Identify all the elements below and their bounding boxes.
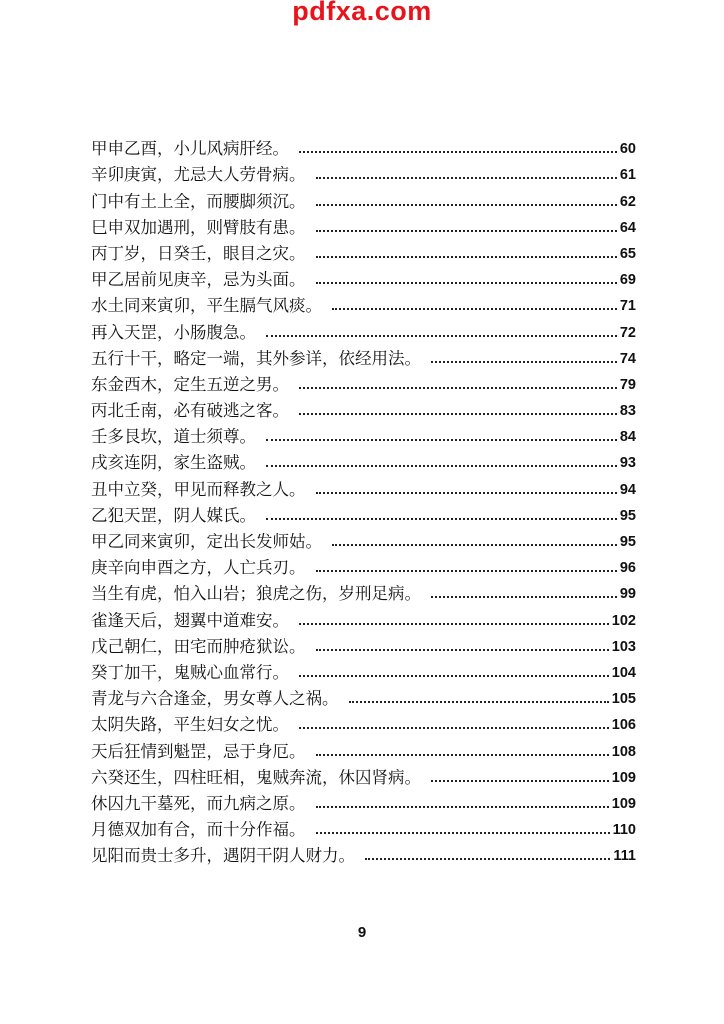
toc-entry-page: 103 [611, 638, 636, 655]
toc-dot-leader [299, 675, 609, 677]
toc-dot-leader [316, 570, 617, 572]
toc-entry[interactable] [91, 631, 636, 657]
toc-entry-page: 93 [619, 455, 636, 472]
toc-entry-page: 65 [619, 245, 636, 262]
toc-entry-title: 雀逢天后，翅翼中道难安。 [91, 610, 289, 630]
toc-entry-page: 109 [611, 769, 636, 786]
toc-entry-title: 甲乙同来寅卯，定出长发师姑。 [91, 532, 322, 551]
toc-entry[interactable] [91, 578, 636, 604]
toc-entry-page: 74 [619, 350, 636, 367]
toc-entry[interactable] [91, 316, 636, 342]
toc-entry-title: 辛卯庚寅，尤忌大人劳骨病。 [91, 165, 306, 185]
toc-entry-title: 再入天罡，小肠腹急。 [91, 322, 256, 342]
toc-entry[interactable] [91, 369, 636, 395]
toc-entry-page: 64 [619, 219, 636, 236]
toc-entry-page: 99 [619, 586, 636, 603]
toc-entry[interactable] [91, 709, 636, 735]
toc-entry-page: 110 [612, 822, 636, 839]
toc-dot-leader [266, 335, 617, 337]
toc-entry-title: 甲申乙酉，小儿风病肝经。 [91, 139, 289, 159]
toc-entry-page: 95 [619, 507, 636, 524]
toc-entry-title: 六癸还生，四柱旺相，鬼贼奔流，休囚肾病。 [91, 767, 421, 787]
toc-dot-leader [316, 806, 609, 808]
toc-dot-leader [266, 465, 617, 467]
toc-entry[interactable] [91, 185, 636, 211]
toc-dot-leader [316, 204, 617, 206]
toc-dot-leader [266, 439, 617, 441]
toc-entry[interactable] [91, 814, 636, 840]
toc-entry-page: 62 [619, 193, 636, 210]
toc-entry-page: 61 [619, 167, 636, 184]
toc-entry-title: 月德双加有合，而十分作福。 [91, 820, 306, 840]
toc-entry-page: 109 [611, 795, 636, 812]
toc-entry-page: 83 [619, 403, 636, 420]
toc-entry-title: 青龙与六合逢金，男女尊人之祸。 [91, 689, 339, 709]
toc-entry-page: 102 [611, 612, 636, 629]
toc-dot-leader [299, 151, 617, 153]
toc-entry-page: 79 [619, 376, 636, 393]
toc-entry-title: 癸丁加干，鬼贼心血常行。 [91, 662, 289, 682]
toc-dot-leader [431, 780, 609, 782]
toc-entry-page: 69 [619, 272, 636, 289]
toc-dot-leader [299, 727, 609, 729]
toc-entry-page: 106 [611, 717, 636, 734]
toc-entry[interactable] [91, 657, 636, 683]
toc-entry[interactable] [91, 500, 636, 526]
toc-dot-leader [365, 858, 610, 860]
toc-entry-page: 71 [619, 298, 636, 315]
toc-entry[interactable] [91, 264, 636, 290]
toc-entry-title: 庚辛向申酉之方，人亡兵刃。 [91, 558, 306, 578]
table-of-contents [91, 133, 636, 866]
toc-entry[interactable] [91, 290, 636, 316]
toc-entry[interactable] [91, 788, 636, 814]
toc-dot-leader [349, 701, 609, 703]
toc-entry[interactable] [91, 604, 636, 630]
toc-entry[interactable] [91, 212, 636, 238]
toc-entry-title: 丑中立癸，甲见而释教之人。 [91, 479, 306, 499]
toc-entry[interactable] [91, 762, 636, 788]
toc-entry[interactable] [91, 447, 636, 473]
toc-entry[interactable] [91, 840, 636, 866]
toc-entry-title: 巳申双加遇刑，则臂肢有患。 [91, 217, 306, 237]
toc-entry-page: 108 [611, 743, 636, 760]
toc-entry[interactable] [91, 526, 636, 552]
toc-entry-page: 94 [619, 481, 636, 498]
toc-entry[interactable] [91, 159, 636, 185]
toc-entry-page: 72 [619, 324, 636, 341]
toc-entry-title: 丙北壬南，必有破逃之客。 [91, 401, 289, 421]
toc-dot-leader [316, 754, 609, 756]
toc-dot-leader [316, 230, 617, 232]
toc-entry-page: 60 [619, 141, 636, 158]
toc-entry[interactable] [91, 552, 636, 578]
toc-dot-leader [299, 387, 617, 389]
toc-entry[interactable] [91, 238, 636, 264]
toc-entry-title: 水土同来寅卯，平生膈气风痰。 [91, 296, 322, 316]
toc-entry-title: 戊己朝仁，田宅而肿疮狱讼。 [91, 636, 306, 656]
toc-dot-leader [316, 177, 617, 179]
toc-entry[interactable] [91, 735, 636, 761]
toc-entry-page: 95 [619, 534, 636, 550]
toc-dot-leader [299, 623, 609, 625]
toc-dot-leader [431, 596, 617, 598]
toc-entry-title: 壬多艮坎，道士须尊。 [91, 427, 256, 447]
toc-dot-leader [431, 361, 617, 363]
toc-entry-page: 96 [619, 560, 636, 577]
toc-entry-page: 104 [611, 664, 636, 681]
toc-entry-title: 见阳而贵士多升，遇阴干阴人财力。 [91, 846, 355, 866]
toc-entry-title: 五行十干，略定一端，其外参详，依经用法。 [91, 348, 421, 368]
page-number: 9 [357, 924, 367, 941]
toc-entry[interactable] [91, 473, 636, 499]
toc-entry[interactable] [91, 683, 636, 709]
toc-entry-title: 东金西木，定生五逆之男。 [91, 374, 289, 394]
toc-entry[interactable] [91, 133, 636, 159]
toc-dot-leader [266, 518, 617, 520]
toc-entry-title: 太阴失路，平生妇女之忧。 [91, 715, 289, 735]
toc-entry-title: 休囚九干墓死，而九病之原。 [91, 793, 306, 813]
toc-entry-title: 天后狂情到魁罡，忌于身厄。 [91, 741, 306, 761]
toc-entry-page: 111 [613, 848, 636, 865]
toc-entry-page: 84 [619, 429, 636, 446]
toc-dot-leader [316, 832, 610, 834]
toc-entry-title: 门中有土上全，而腰脚须沉。 [91, 191, 306, 211]
toc-dot-leader [316, 282, 617, 284]
watermark-logo: pdfxa.com [292, 0, 432, 26]
toc-entry-title: 戌亥连阴，家生盗贼。 [91, 453, 256, 473]
toc-entry-page: 105 [611, 691, 636, 708]
toc-dot-leader [332, 544, 617, 546]
toc-entry-title: 丙丁岁，日癸壬，眼目之灾。 [91, 243, 306, 263]
toc-entry-title: 甲乙居前见庚辛，忌为头面。 [91, 270, 306, 290]
toc-entry[interactable] [91, 343, 636, 369]
toc-dot-leader [316, 649, 609, 651]
toc-entry-title: 乙犯天罡，阴人媒氏。 [91, 505, 256, 525]
toc-entry-title: 当生有虎，怕入山岩；狼虎之伤，岁刑足病。 [91, 584, 421, 604]
toc-entry[interactable] [91, 395, 636, 421]
toc-dot-leader [332, 308, 617, 310]
toc-dot-leader [299, 413, 617, 415]
toc-dot-leader [316, 492, 617, 494]
toc-entry[interactable] [91, 421, 636, 447]
toc-dot-leader [316, 256, 617, 258]
